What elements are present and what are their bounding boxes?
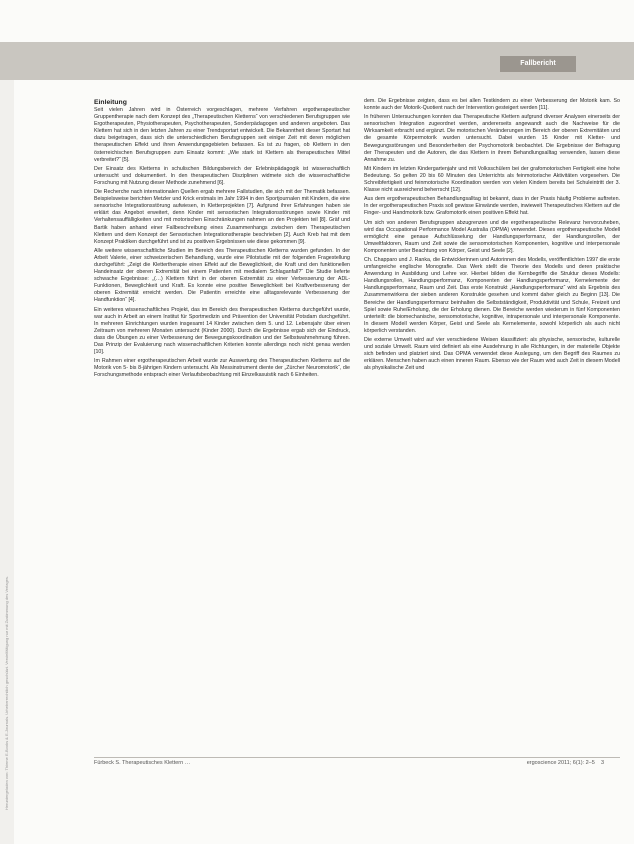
page-number: 3 [600,760,604,766]
body-paragraph: Mit Kindern im letzten Kindergartenjahr und mit Volksschülern bei der grafomotorischen Fertigkeit eine hohe Bedeutung. So gelten 20 bis 60 Minuten des Unterrichts als feinmotorische Aktivitäten vorgesehen. Die Schreibfertigkeit und feinmotorische Koordination werden von vielen Kindern bereits bei Schuleintritt der 3. Klasse nicht ausreichend beherrscht [12]. [364,165,620,194]
right-column [364,98,620,758]
body-paragraph: Alle weitere wissenschaftliche Studien im Bereich des Therapeutischen Kletterns wurden gefunden. In der Arbeit Valerie, einer schweizerischen Behandlung, wurde eine Pilotstudie mit der folgenden Fragestellung durchgeführt: „Zeigt die Klettertherapie einen Effekt auf die Beweglichkeit, die Kraft und den funktionellen Handeinsatz der oberen Extremität bei einem Patienten mit medialem Schlaganfall?“ Die Studie lieferte schwache Ergebnisse: „(…) Klettern führt in der oberen Extremität zu einer Verbesserung der ADL-Funktionen, Beweglichkeit und Kraft. Es konnte eine positive Beweglichkeit bei Kraftverbesserung der oberen Extremität erreicht werden. Die Patientin erreichte eine alltagsrelevante Verbesserung der Handfunktion“ [4]. [94,247,350,304]
footer-journal-info [527,760,604,766]
body-paragraph: Die Recherche nach internationalen Quellen ergab mehrere Fallstudien, die sich mit der Thematik befassen. Beispielsweise berichten Metzler und Krick erstmals im Jahr 1994 in den Sportjournalen mit Kindern, die eine sensorische Integrationsstörung aufwiesen, in Kletterprojekten [7]. Aufgrund ihrer Erfahrungen haben sie erklärt das Angebot erweitert, denn Kinder mit sensorischen Integrationsstörungen sowie Kinder mit Verhaltensauffälligkeiten und mit motorischen Einschränkungen nahmen an den Projekten teil [8]. Gräf und Bartik haben anhand einer Fallbeschreibung eines Zusammenhangs zwischen dem Therapeutischen Klettern und dem Konzept der Sensorischen Integrationstherapie beschrieben [2]. Auch Kreb hat mit dem Konzept Praktiken durchgeführt und ist zu positiven Ergebnissen wie diese gekommen [9]. [94,189,350,245]
footer-rule [94,757,620,758]
body-paragraph: Ch. Chapparo und J. Ranka, die Entwicklerinnen und Autorinnen des Modells, veröffentlichten 1997 die erste umfangreiche englische Monografie. Das Werk stellt die Theorie des Modells und deren praktische Anwendung in Ausbildung und Lehre vor. Hierbei bilden die Kernbegriffe die Struktur dieses Modells: Handlungsrollen, Handlungsperformanz, Komponenten der Handlungsperformanz, Kernelemente der Handlungsperformanz, Raum und Zeit. Das erste Konstrukt „Handlungsperformanz“ wird als Ergebnis des Zusammenwirkens der sieben anderen Konstrukte gesehen und kommt daher gleich zu Beginn [13]. Die Bereiche der Handlungsperformanz beinhalten die Selbstständigkeit, Produktivität und Schule, Freizeit und Spiel sowie Ruhe/Erholung, die der Erholung dienen. Die Bereiche werden wiederum in fünf Komponenten unterteilt: die biomechanische, sensomotorische, kognitive, intrapersonale und interpersonale Komponente. In diesem Modell werden Körper, Geist und Seele als Kernelemente, sowohl körperlich als auch nicht körperlich verstanden. [364,256,620,334]
body-paragraph: Um sich von anderen Berufsgruppen abzugrenzen und die ergotherapeutische Relevanz hervorzuheben, wird das Occupational Performance Model Australia (OPMA) verwendet. Dieses ergotherapeutische Modell ermöglicht eine genaue Aufschlüsselung der Handlungsperformanz, der Handlungsrollen, der Umweltfaktoren, Raum und Zeit sowie die sensomotorischen Komponenten, kognitive und interpersonale Komponenten unter Beachtung von Körper, Geist und Seele [2]. [364,219,620,254]
body-paragraph: In früheren Untersuchungen konnten das Therapeutische Klettern aufgrund diverser Analysen einerseits der sensorischen Integration zugeordnet werden, andererseits angewandt auch die Nachweise für die Wirksamkeit erbracht und ergänzt. Die motorischen Veränderungen im Bereich der oberen Extremitäten und die gesamte Körpermotorik wurden untersucht. Dabei wurden 15 Kinder mit Kletter- und Bewegungsstörungen und Besonderheiten der Psychomotorik beobachtet. Die Ergebnisse der Befragung der Therapeuten und die Autoren, die das Klettern in ihrem Behandlungsalltag verwenden, lassen diese Annahme zu. [364,114,620,163]
body-paragraph: Der Einsatz des Kletterns in schulischen Bildungsbereich der Erlebnispädagogik ist wissenschaftlich untersucht und dokumentiert. In den therapeutischen Disziplinen widmete sich die wissenschaftliche Forschung mit Nutzung dieser Methode zunehmend [6]. [94,165,350,186]
section-heading: Einleitung [94,99,127,106]
body-paragraph: Im Rahmen einer ergotherapeutischen Arbeit wurde zur Auswertung des Therapeutischen Kletterns auf die Motorik von 5- bis 8-jährigen Kindern untersucht. Als Messinstrument diente der „Zürcher Neuromotorik“, die Forschungsmethode entsprach einer Verlaufsbeobachtung mit Einzelkasuistik nach 6 Einheiten. [94,358,350,379]
body-paragraph: dem. Die Ergebnisse zeigten, dass es bei allen Testkindern zu einer Verbesserung der Motorik kam. So konnte auch der Motorik-Quotient nach der Intervention gesteigert werden [11]. [364,98,620,112]
body-paragraph: Ein weiteres wissenschaftliches Projekt, das im Bereich des therapeutischen Kletterns durchgeführt wurde, war auch in Arbeit an einem Institut für Sportmedizin und Prävention der Universität Potsdam durchgeführt. In mehreren Einrichtungen wurden insgesamt 14 Kinder zwischen dem 5. und 12. Lebensjahr über einen Zeitraum von mehreren Monaten untersucht (Kinder 2000). Durch die Ergebnisse ergab sich der Eindruck, dass die Übungen zu einer Verbesserung der Bewegungskoordination und der Selbstwahrnehmung führen. Das Prinzip der Evaluierung nach wissenschaftlichen Kriterien konnte allerdings noch nicht genau werden [10]. [94,306,350,356]
body-paragraph: Aus dem ergotherapeutischen Behandlungsalltag ist bekannt, dass in der Praxis häufig Probleme auftreten. In der ergotherapeutischen Praxis soll gewisse Einwände werden, inwieweit Therapeutisches Klettern auf die Finger- und Handmotorik bzw. Grafomotorik einen positiven Effekt hat. [364,196,620,217]
body-paragraph: Die externe Umwelt wird auf vier verschiedene Weisen klassifiziert: als physische, sensorische, kulturelle und soziale Umwelt. Raum wird definiert als eine Ausdehnung in alle Richtungen, in der materielle Objekte sich befinden und platziert sind. Das OPMA verwendet diese Auslegung, um den Begriff des Raumes zu erklären. Menschen haben auch einen inneren Raum. Ebenso wie der Raum wird auch Zeit in diesem Modell als physikalische Zeit und [364,337,620,372]
body-paragraph: Seit vielen Jahren wird in Österreich vorgeschlagen, mehrere Verfahren ergotherapeutischer Gruppentherapie nach dem Konzept des „Therapeutischen Kletterns“ von verschiedenen Berufsgruppen wie Ergotherapeuten, Physiotherapeuten, Psychotherapeuten, Sonderpädagogen und anderen angeboten. Das Klettern hat sich in den letzten Jahren zu einer Trendsportart entwickelt. Die Bekanntheit dieser Sportart hat dazu beigetragen, dass sich die unterschiedlichen Berufsgruppen seit einiger Zeit mit deren möglichen therapeutischen Effekt und ihren Anwendungsgebieten befassen. Es ist zu fragen, ob Klettern in den österreichischen Berufsgruppen zum Einsatz kommt: „Wie stark ist Klettern als therapeutisches Mittel verbreitet?“ [5]. [94,107,350,163]
license-notice: Heruntergeladen von: Thieme E-Books & E-Journals. Urheberrechtlich geschützt. Vervielfältigung nur mit Zustimmung des Verlages. [4,575,9,810]
left-column [94,98,350,758]
section-label: Fallbericht [500,56,576,72]
footer-journal: ergoscience 2011; 6(1): 2–5 [526,760,595,766]
footer-citation: Fürbeck S. Therapeutisches Klettern … [94,760,191,766]
